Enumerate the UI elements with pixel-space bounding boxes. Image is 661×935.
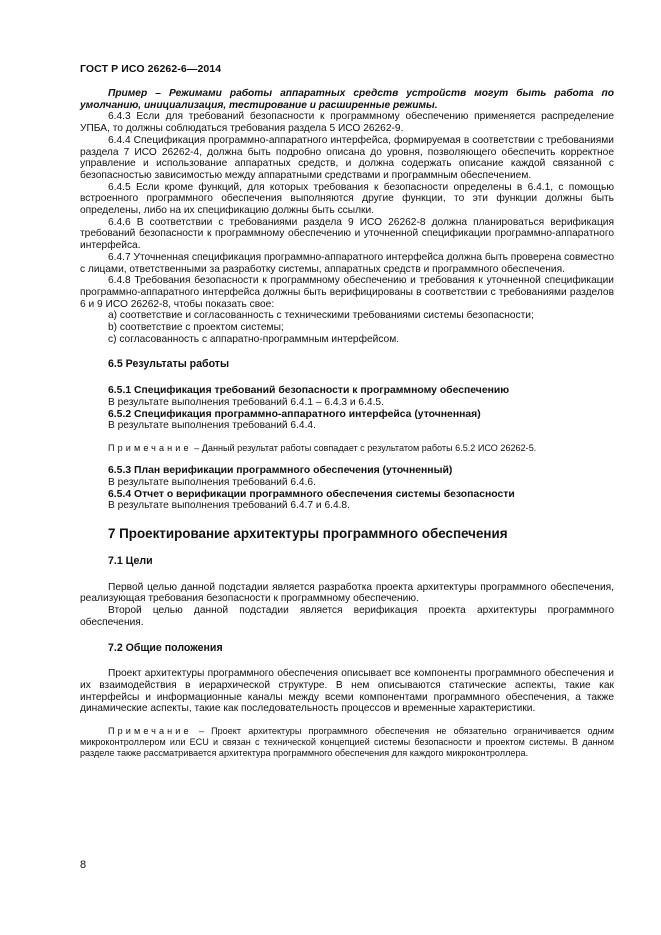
heading-6-5-2: 6.5.2 Спецификация программно-аппаратного интерфейса (уточненная) (108, 408, 481, 420)
paragraph-7-1-1: Первой целью данной подстадии является разработка проекта архитектуры программного обеспечения, реализующая требования безопасности к программному обеспечению. (80, 581, 614, 605)
paragraph-7-2-1: Проект архитектуры программного обеспечения описывает все компоненты программного обеспечения и их взаимодействия в иерархической структуре. В нем описываются статические аспекты, такие как интерфейсы и информационные каналы между всеми компонентами программного обеспечения, а также динамические аспекты, такие как последовательность процессов и временные характеристики. (80, 668, 614, 715)
paragraph-6-4-7: 6.4.7 Уточненная спецификация программно-аппаратного интерфейса должна быть проверена совместно с лицами, ответственными за разработку системы, аппаратных средств и программного обеспечения. (80, 251, 614, 275)
note-label: Примечание (108, 442, 192, 453)
list-item-b: b) соответствие с проектом системы; (108, 322, 284, 334)
paragraph-6-4-4: 6.4.4 Спецификация программно-аппаратного интерфейса, формируемая в соответствии с требованиями раздела 7 ИСО 26262-4, должна быть подробно описана до уровня, позволяющего обеспечить корректное управление и использование аппаратных средств, и должна содержать описание каждой связанной с безопасностью зависимостью между аппаратными средствами и программным обеспечением. (80, 134, 614, 181)
paragraph-6-4-8: 6.4.8 Требования безопасности к программному обеспечению и требования к уточненной спецификации программно-аппаратного интерфейса должны быть верифицированы в соответствии с требованиями разделов 6 и 9 ИСО 26262-8, чтобы показать свое: (80, 275, 614, 310)
text-6-5-1: В результате выполнения требований 6.4.1 – 6.4.3 и 6.4.5. (108, 396, 384, 408)
paragraph-6-4-6: 6.4.6 В соответствии с требованиями раздела 9 ИСО 26262-8 должна планироваться верификация требований безопасности к программному обеспечению и уточненной спецификации программно-аппаратного интерфейса. (80, 216, 614, 252)
note-7-2 (80, 726, 614, 760)
note-label: Примечание (108, 726, 192, 737)
document-header: ГОСТ Р ИСО 26262-6—2014 (80, 63, 222, 75)
heading-6-5-3: 6.5.3 План верификации программного обеспечения (уточненный) (108, 465, 453, 477)
section-7-1-title: 7.1 Цели (108, 555, 153, 567)
text-6-5-2: В результате выполнения требований 6.4.4. (108, 420, 316, 432)
note-6-5-2 (80, 443, 614, 454)
section-7-2-title: 7.2 Общие положения (108, 641, 223, 654)
list-item-a: a) соответствие и согласованность с техническими требованиями системы безопасности; (108, 310, 534, 322)
example-text: Пример – Режимами работы аппаратных средств устройств могут быть работа по умолчанию, инициализация, тестирование и расширенные режимы. (80, 88, 614, 111)
heading-6-5-1: 6.5.1 Спецификация требований безопасности к программному обеспечению (108, 385, 510, 397)
text-6-5-4: В результате выполнения требований 6.4.7 и 6.4.8. (108, 500, 350, 512)
page-content (80, 88, 614, 760)
heading-6-5-4: 6.5.4 Отчет о верификации программного обеспечения системы безопасности (108, 488, 515, 500)
paragraph-7-1-2: Второй целью данной подстадии является верификация проекта архитектуры программного обеспечения. (80, 605, 614, 628)
section-6-5-title: 6.5 Результаты работы (108, 358, 230, 371)
text-6-5-3: В результате выполнения требований 6.4.6. (108, 476, 316, 488)
paragraph-6-4-3: 6.4.3 Если для требований безопасности к программному обеспечению применяется распределение УПБА, то должны соблюдаться требования раздела 5 ИСО 26262-9. (80, 111, 614, 135)
note-text: – Данный результат работы совпадает с результатом работы 6.5.2 ИСО 26262-5. (191, 442, 537, 453)
paragraph-6-4-5: 6.4.5 Если кроме функций, для которых требования к безопасности определены в 6.4.1, с помощью встроенного программного обеспечения выполняются другие функции, то эти функции должны быть определены, либо на их спецификацию должны быть ссылки. (80, 181, 614, 217)
page-number: 8 (80, 859, 87, 871)
list-item-c: c) согласованность с аппаратно-программным интерфейсом. (108, 333, 400, 345)
note-text: – Проект архитектуры программного обеспечения не обязательно ограничивается одним микроконтроллером или ECU и связан с технической концепцией системы безопасности и проектом системы. В данном разделе также рассматривается архитектура программного обеспечения для каждого микроконтроллера. (80, 726, 614, 759)
chapter-7-title: 7 Проектирование архитектуры программного обеспечения (108, 526, 508, 541)
